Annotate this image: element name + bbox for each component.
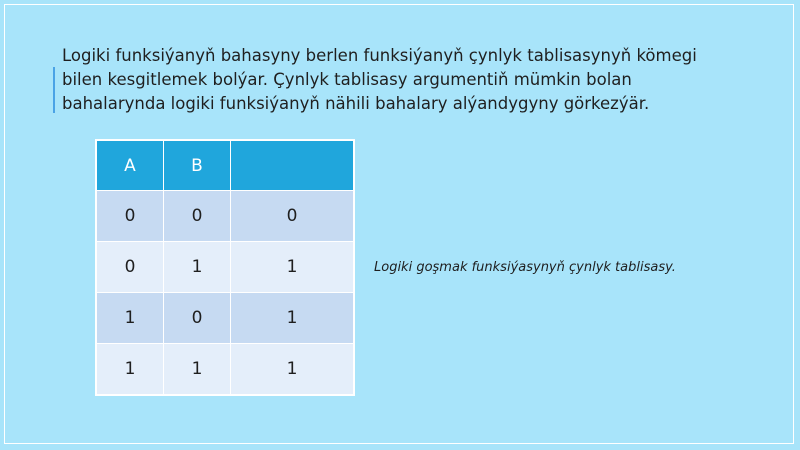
table-cell: 1	[97, 344, 164, 395]
table-cell: 0	[164, 293, 231, 344]
column-header-result	[231, 141, 354, 191]
table-cell: 1	[231, 344, 354, 395]
column-header-a: A	[97, 141, 164, 191]
table-caption: Logiki goşmak funksiýasynyň çynlyk tablisasy.	[374, 260, 676, 275]
table-cell: 1	[97, 293, 164, 344]
accent-bar	[53, 67, 55, 113]
table-row	[97, 191, 354, 242]
table-cell: 1	[164, 242, 231, 293]
table-row	[97, 344, 354, 395]
table-cell: 1	[164, 344, 231, 395]
body-text: Logiki funksiýanyň bahasyny berlen funksiýanyň çynlyk tablisasynyň kömegi bilen kesgitlemek bolýar. Çynlyk tablisasy argumentiň mümkin bolan bahalarynda logiki funksiýanyň nähili bahalary alýandygyny görkezýär.	[62, 46, 697, 113]
table-row	[97, 293, 354, 344]
table-cell: 1	[231, 293, 354, 344]
column-header-b: B	[164, 141, 231, 191]
table-cell: 0	[97, 242, 164, 293]
table-header-row	[97, 141, 354, 191]
table-cell: 0	[164, 191, 231, 242]
table-cell: 0	[231, 191, 354, 242]
table-row	[97, 242, 354, 293]
table-cell: 1	[231, 242, 354, 293]
truth-table	[96, 140, 354, 395]
table-cell: 0	[97, 191, 164, 242]
